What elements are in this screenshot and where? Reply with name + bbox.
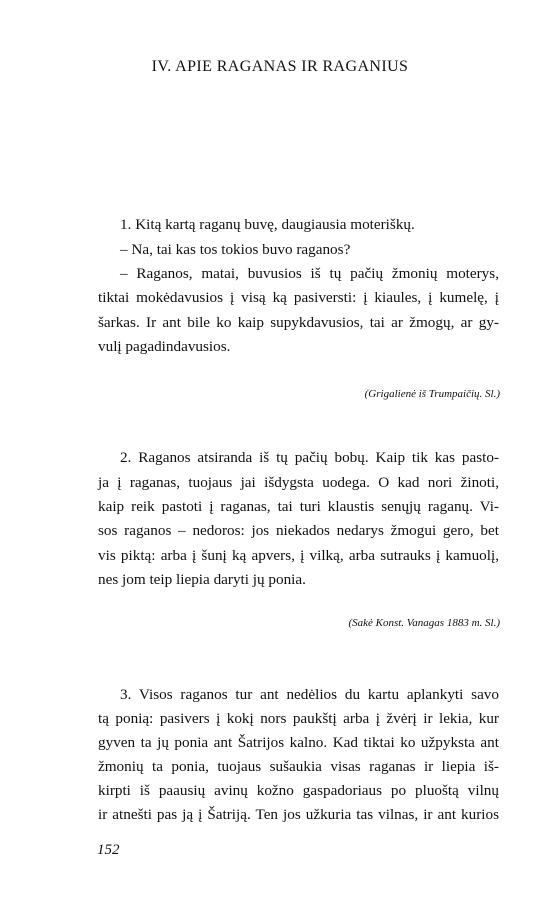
paragraph-line: ja į raganas, tuojaus jai išdygsta uodega. O kad nori žinoti,: [98, 474, 499, 491]
paragraph-line: gyven ta jų ponia ant Šatrijos kalno. Kad tiktai ko užpyksta ant: [98, 734, 499, 751]
paragraph-line: kirpti iš paausių avinų kožno gaspadoriaus po pluoštą vilnų: [98, 782, 499, 799]
paragraph-line: 2. Raganos atsiranda iš tų pačių bobų. Kaip tik kas pasto-: [120, 449, 499, 466]
source-citation: (Grigalienė iš Trumpaičių. Sl.): [364, 388, 500, 400]
paragraph-line: tiktai mokėdavusios į visą ką pasiversti: į kiaules, į kumelę, į: [98, 289, 499, 306]
paragraph-line: ir atnešti pas ją į Šatriją. Ten jos užkuria tas vilnas, ir ant kurios: [98, 806, 499, 823]
paragraph-line: nes jom teip liepia daryti jų ponia.: [98, 571, 306, 588]
paragraph-line: 1. Kitą kartą raganų buvę, daugiausia moteriškų.: [120, 216, 415, 233]
source-citation: (Sakė Konst. Vanagas 1883 m. Sl.): [348, 617, 500, 629]
paragraph-line: sos raganos – nedoros: jos niekados nedarys žmogui gero, bet: [98, 522, 499, 539]
paragraph-line: – Raganos, matai, buvusios iš tų pačių žmonių moterys,: [120, 265, 499, 282]
paragraph-line: vulį pagadindavusios.: [98, 338, 231, 355]
paragraph-line: tą ponią: pasivers į kokį nors paukštį arba į žvėrį ir lekia, kur: [98, 710, 499, 727]
paragraph-line: 3. Visos raganos tur ant nedėlios du kartu aplankyti savo: [120, 686, 499, 703]
paragraph-line: – Na, tai kas tos tokios buvo raganos?: [120, 241, 351, 258]
paragraph-line: kaip reik pastoti į raganas, tai turi klaustis senųjų raganų. Vi-: [98, 498, 499, 515]
paragraph-line: šarkas. Ir ant bile ko kaip supykdavusios, tai ar žmogų, ar gy-: [98, 314, 499, 331]
paragraph-line: žmonių ta ponia, tuojaus sušaukia visas raganas ir liepia iš-: [98, 758, 499, 775]
page-number: 152: [97, 842, 120, 858]
paragraph-line: vis piktą: arba į šunį ką apvers, į vilką, arba sutrauks į kamuolį,: [98, 547, 499, 564]
chapter-title: IV. APIE RAGANAS IR RAGANIUS: [151, 58, 409, 75]
